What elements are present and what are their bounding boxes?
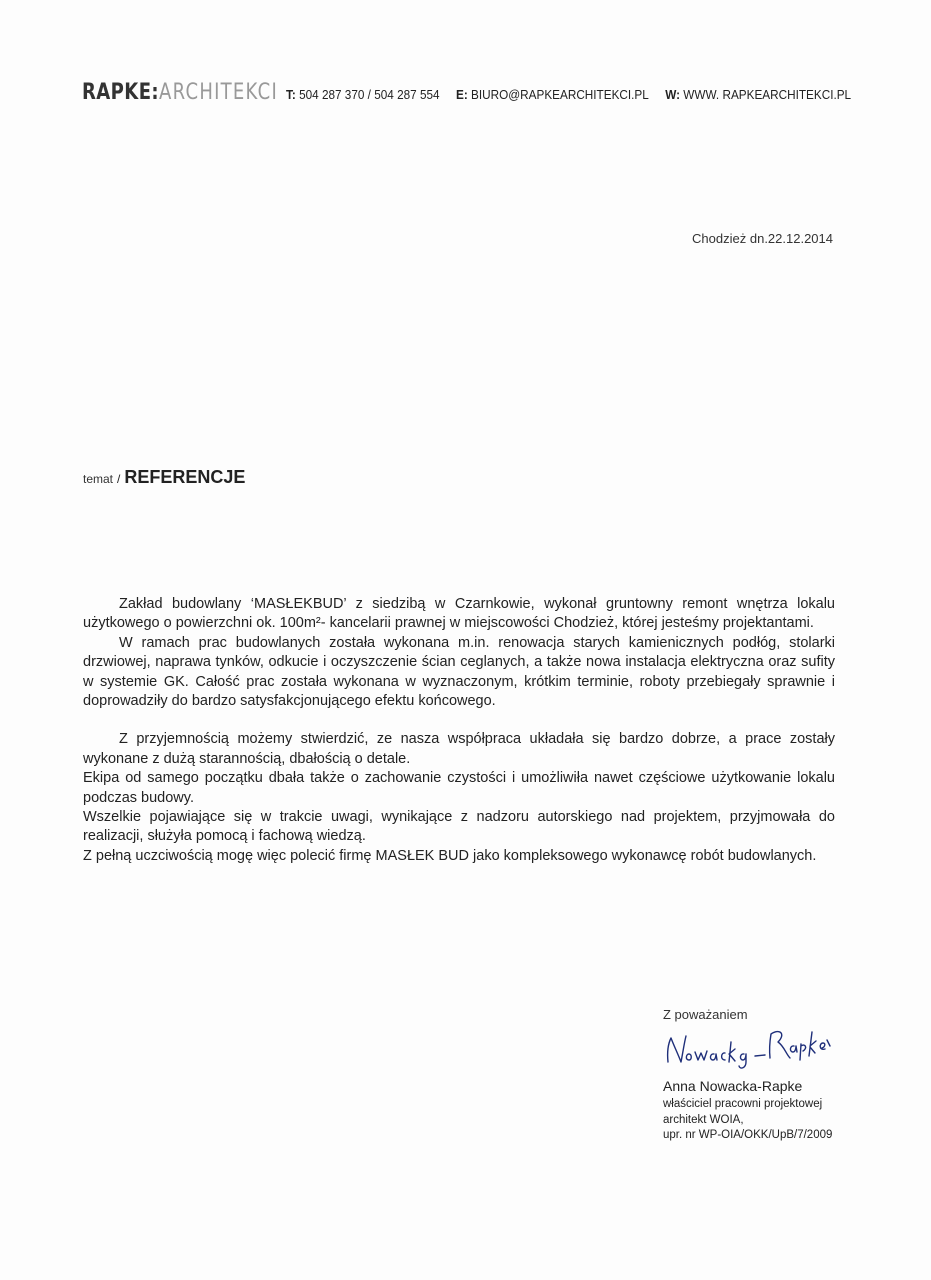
company-logo (82, 80, 278, 105)
handwritten-signature (662, 1018, 834, 1072)
phone-value: 504 287 370 / 504 287 554 (299, 88, 440, 102)
web-group (665, 88, 851, 102)
subject-line (83, 467, 245, 488)
email-label: E: (455, 88, 468, 102)
signer-title-line: właściciel pracowni projektowej (663, 1098, 823, 1110)
email-group (456, 88, 649, 102)
body-paragraph-2: W ramach prac budowlanych została wykonana m.in. renowacja starych kamienicznych podłóg, stolarki drzwiowej, naprawa tynków, odkucie i oczyszczenie ścian ceglanych, a także nowa instalacja elektryczna oraz sufity w systemie GK. Całość prac została wykonana w wyznaczonym, krótkim terminie, roboty przebiegały sprawnie i doprowadziły do bardzo satysfakcjonującego efektu końcowego. (83, 634, 835, 710)
phone-label: T: (286, 88, 296, 102)
body-paragraph-1: Zakład budowlany ‘MASŁEKBUD’ z siedzibą w Czarnkowie, wykonał gruntowny remont wnętrza lokalu użytkowego o powierzchni ok. 100m²- kancelarii prawnej w miejscowości Chodzież, której jesteśmy projektantami. (83, 596, 835, 632)
signer-details (663, 1097, 832, 1144)
paragraph-spacer (83, 711, 835, 730)
signer-profession-line: architekt WOIA, (663, 1113, 744, 1126)
signer-name: Anna Nowacka-Rapke (663, 1078, 803, 1094)
web-value: WWW. RAPKEARCHITEKCI.PL (683, 88, 852, 102)
letterhead-contact (286, 88, 851, 102)
logo-bold-text: RAPKE: (82, 80, 160, 105)
signer-license-line: upr. nr WP-OIA/OKK/UpB/7/2009 (663, 1129, 833, 1141)
subject-separator: / (117, 472, 121, 486)
body-paragraph-6: Z pełną uczciwością mogę więc polecić firmę MASŁEK BUD jako kompleksowego wykonawcę robót budowlanych. (83, 847, 817, 864)
body-paragraph-5: Wszelkie pojawiające się w trakcie uwagi, wynikające z nadzoru autorskiego nad projektem, przyjmowała do realizacji, służyła pomocą i fachową wiedzą. (83, 809, 835, 845)
body-paragraph-3: Z przyjemnością możemy stwierdzić, ze nasza współpraca układała się bardzo dobrze, a prace zostały wykonane z dużą starannością, dbałością o detale. (83, 731, 835, 767)
web-label: W: (665, 88, 681, 102)
phone-group (286, 88, 440, 102)
letter-body (83, 595, 835, 866)
body-paragraph-4: Ekipa od samego początku dbała także o zachowanie czystości i umożliwiła nawet częściowe użytkowanie lokalu podczas budowy. (83, 770, 835, 806)
logo-light-text: ARCHITEKCI (159, 80, 278, 105)
subject-title: REFERENCJE (124, 467, 246, 487)
subject-label: temat (83, 472, 114, 486)
closing-salutation: Z poważaniem (663, 1007, 748, 1022)
email-value: BIURO@RAPKEARCHITEKCI.PL (471, 88, 649, 102)
date-line: Chodzież dn.22.12.2014 (692, 231, 833, 246)
